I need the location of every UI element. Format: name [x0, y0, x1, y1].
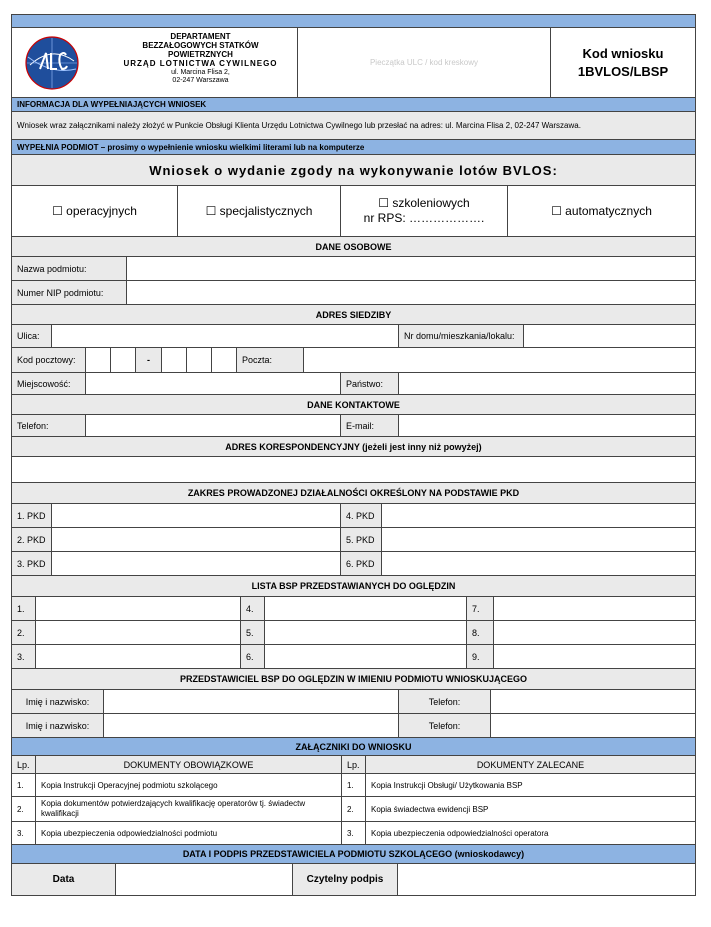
bsp-field-1[interactable] — [36, 597, 241, 620]
bsp-field-9[interactable] — [494, 645, 695, 668]
recommended-doc-2: Kopia świadectwa ewidencji BSP — [371, 804, 489, 814]
city-field[interactable] — [86, 373, 341, 394]
bsp-no-6: 6. — [241, 645, 265, 668]
representative-row-2 — [11, 714, 696, 738]
dept-address-2: 02-247 Warszawa — [172, 77, 229, 84]
top-bar — [11, 14, 696, 28]
rep-phone-label-1: Telefon: — [399, 690, 491, 713]
bsp-field-8[interactable] — [494, 621, 695, 644]
code-value: 1BVLOS/LBSP — [577, 63, 669, 79]
bsp-no-3: 3. — [12, 645, 36, 668]
dept-line-1: DEPARTAMENT — [170, 32, 231, 41]
rep-phone-label-2: Telefon: — [399, 714, 491, 737]
dept-address-1: ul. Marcina Flisa 2, — [171, 69, 230, 76]
pkd-field-6[interactable] — [382, 552, 695, 575]
pkd-row-2 — [11, 528, 696, 552]
house-number-field[interactable] — [524, 325, 695, 347]
recommended-no-2: 2. — [342, 797, 366, 821]
bsp-no-9: 9. — [467, 645, 494, 668]
bsp-field-5[interactable] — [265, 621, 467, 644]
nip-row — [11, 281, 696, 305]
mandatory-no-1: 1. — [12, 774, 36, 796]
representative-heading: PRZEDSTAWICIEL BSP DO OGLĘDZIN W IMIENIU PODMIOTU WNIOSKUJĄCEGO — [11, 669, 696, 690]
signature-field[interactable] — [398, 864, 695, 895]
pkd-field-2[interactable] — [52, 528, 341, 551]
form-header — [11, 28, 696, 98]
bsp-field-6[interactable] — [265, 645, 467, 668]
bsp-no-1: 1. — [12, 597, 36, 620]
postal-digit-2[interactable] — [111, 348, 136, 372]
entity-name-row — [11, 257, 696, 281]
postal-digit-4[interactable] — [187, 348, 212, 372]
rep-phone-field-1[interactable] — [491, 690, 695, 713]
department-block — [12, 28, 298, 97]
entity-name-field[interactable] — [127, 257, 695, 280]
recommended-no-3: 3. — [342, 822, 366, 844]
correspondence-heading: ADRES KORESPONDENCYJNY (jeżeli jest inny niż powyżej) — [11, 437, 696, 457]
rps-number-label: nr RPS: ………………. — [363, 211, 485, 225]
signature-heading: DATA I PODPIS PRZEDSTAWICIELA PODMIOTU SZKOLĄCEGO (wnioskodawcy) — [11, 845, 696, 864]
pkd-row-3 — [11, 552, 696, 576]
bsp-field-7[interactable] — [494, 597, 695, 620]
dept-line-2: BEZZAŁOGOWYCH STATKÓW — [142, 41, 259, 50]
recommended-doc-3: Kopia ubezpieczenia odpowiedzialności operatora — [371, 828, 549, 838]
application-form — [11, 14, 696, 896]
signature-label: Czytelny podpis — [293, 864, 398, 895]
attachment-row-1 — [11, 774, 696, 797]
lp-header-left: Lp. — [12, 756, 36, 773]
mandatory-doc-3: Kopia ubezpieczenia odpowiedzialności podmiotu — [36, 822, 342, 844]
street-field[interactable] — [52, 325, 399, 347]
mandatory-no-2: 2. — [12, 797, 36, 821]
option-training-label: ☐ szkoleniowych — [378, 196, 470, 210]
nip-field[interactable] — [127, 281, 695, 304]
bsp-field-3[interactable] — [36, 645, 241, 668]
contact-heading: DANE KONTAKTOWE — [11, 395, 696, 415]
date-label: Data — [12, 864, 116, 895]
bsp-field-4[interactable] — [265, 597, 467, 620]
pkd-field-5[interactable] — [382, 528, 695, 551]
rep-name-field-1[interactable] — [104, 690, 399, 713]
bsp-no-5: 5. — [241, 621, 265, 644]
postal-digit-5[interactable] — [212, 348, 237, 372]
pkd-field-3[interactable] — [52, 552, 341, 575]
bsp-field-2[interactable] — [36, 621, 241, 644]
pkd-row-1 — [11, 504, 696, 528]
pkd-field-1[interactable] — [52, 504, 341, 527]
pkd-label-4: 4. PKD — [341, 504, 382, 527]
nip-label: Numer NIP podmiotu: — [12, 281, 127, 304]
attachments-header-row — [11, 756, 696, 774]
mandatory-doc-2: Kopia dokumentów potwierdzających kwalifikację operatorów tj. świadectw kwalifikacji — [36, 797, 342, 821]
pkd-label-6: 6. PKD — [341, 552, 382, 575]
attachments-heading: ZAŁĄCZNIKI DO WNIOSKU — [11, 738, 696, 756]
pkd-label-5: 5. PKD — [341, 528, 382, 551]
post-office-label: Poczta: — [237, 348, 304, 372]
rep-name-label-2: Imię i nazwisko: — [12, 714, 104, 737]
entity-name-label: Nazwa podmiotu: — [12, 257, 127, 280]
representative-row-1 — [11, 690, 696, 714]
mandatory-no-3: 3. — [12, 822, 36, 844]
info-heading: INFORMACJA DLA WYPEŁNIAJĄCYCH WNIOSEK — [11, 98, 696, 112]
bsp-no-7: 7. — [467, 597, 494, 620]
signature-row — [11, 864, 696, 896]
attachment-row-2 — [11, 797, 696, 822]
fill-note: WYPEŁNIA PODMIOT – prosimy o wypełnienie wniosku wielkimi literami lub na komputerze — [11, 140, 696, 155]
option-training[interactable] — [341, 186, 508, 236]
stamp-field: Pieczątka ULC / kod kreskowy — [298, 28, 551, 97]
info-text: Wniosek wraz załącznikami należy złożyć w Punkcie Obsługi Klienta Urzędu Lotnictwa Cywilnego lub przesłać na adres: ul. Marcina Flisa 2, 02-247 Warszawa. — [11, 112, 696, 140]
street-row — [11, 325, 696, 348]
postal-digit-3[interactable] — [162, 348, 187, 372]
bsp-no-2: 2. — [12, 621, 36, 644]
bsp-heading: LISTA BSP PRZEDSTAWIANYCH DO OGLĘDZIN — [11, 576, 696, 597]
postal-dash: - — [136, 348, 162, 372]
pkd-heading: ZAKRES PROWADZONEJ DZIAŁALNOŚCI OKREŚLONY NA PODSTAWIE PKD — [11, 483, 696, 504]
city-row — [11, 373, 696, 395]
address-heading: ADRES SIEDZIBY — [11, 305, 696, 325]
postal-digit-1[interactable] — [86, 348, 111, 372]
ulc-logo-icon — [24, 35, 80, 91]
bsp-row-3 — [11, 645, 696, 669]
attachment-row-3 — [11, 822, 696, 845]
pkd-label-1: 1. PKD — [12, 504, 52, 527]
bsp-no-8: 8. — [467, 621, 494, 644]
rep-name-label-1: Imię i nazwisko: — [12, 690, 104, 713]
option-specialist[interactable]: ☐ specjalistycznych — [178, 186, 341, 236]
house-number-label: Nr domu/mieszkania/lokalu: — [399, 325, 524, 347]
rep-phone-field-2[interactable] — [491, 714, 695, 737]
recommended-doc-1: Kopia Instrukcji Obsługi/ Użytkowania BSP — [371, 780, 523, 790]
recommended-header: DOKUMENTY ZALECANE — [476, 759, 585, 770]
flight-type-options — [11, 186, 696, 237]
department-name — [112, 32, 289, 85]
city-label: Miejscowość: — [12, 373, 86, 394]
email-label: E-mail: — [341, 415, 399, 436]
post-office-field[interactable] — [304, 348, 695, 372]
country-label: Państwo: — [341, 373, 399, 394]
street-label: Ulica: — [12, 325, 52, 347]
pkd-field-4[interactable] — [382, 504, 695, 527]
mandatory-doc-1: Kopia Instrukcji Operacyjnej podmiotu szkolącego — [36, 774, 342, 796]
pkd-label-3: 3. PKD — [12, 552, 52, 575]
postal-row — [11, 348, 696, 373]
personal-heading: DANE OSOBOWE — [11, 237, 696, 257]
bsp-no-4: 4. — [241, 597, 265, 620]
bsp-row-1 — [11, 597, 696, 621]
rep-name-field-2[interactable] — [104, 714, 399, 737]
dept-line-3: POWIETRZNYCH — [168, 50, 233, 59]
country-field[interactable] — [399, 373, 695, 394]
form-title: Wniosek o wydanie zgody na wykonywanie lotów BVLOS: — [11, 155, 696, 186]
option-operational[interactable]: ☐ operacyjnych — [12, 186, 178, 236]
lp-header-right: Lp. — [342, 756, 366, 773]
application-code — [551, 28, 695, 97]
pkd-label-2: 2. PKD — [12, 528, 52, 551]
postal-label: Kod pocztowy: — [12, 348, 86, 372]
date-field[interactable] — [116, 864, 293, 895]
bsp-row-2 — [11, 621, 696, 645]
phone-email-row — [11, 415, 696, 437]
correspondence-field[interactable] — [11, 457, 696, 483]
recommended-no-1: 1. — [342, 774, 366, 796]
option-automatic[interactable]: ☐ automatycznych — [551, 203, 652, 218]
mandatory-header: DOKUMENTY OBOWIĄZKOWE — [36, 756, 342, 773]
phone-field[interactable] — [86, 415, 341, 436]
phone-label: Telefon: — [12, 415, 86, 436]
dept-line-4: URZĄD LOTNICTWA CYWILNEGO — [123, 59, 278, 68]
email-field[interactable] — [399, 415, 695, 436]
code-label: Kod wniosku — [582, 45, 664, 61]
